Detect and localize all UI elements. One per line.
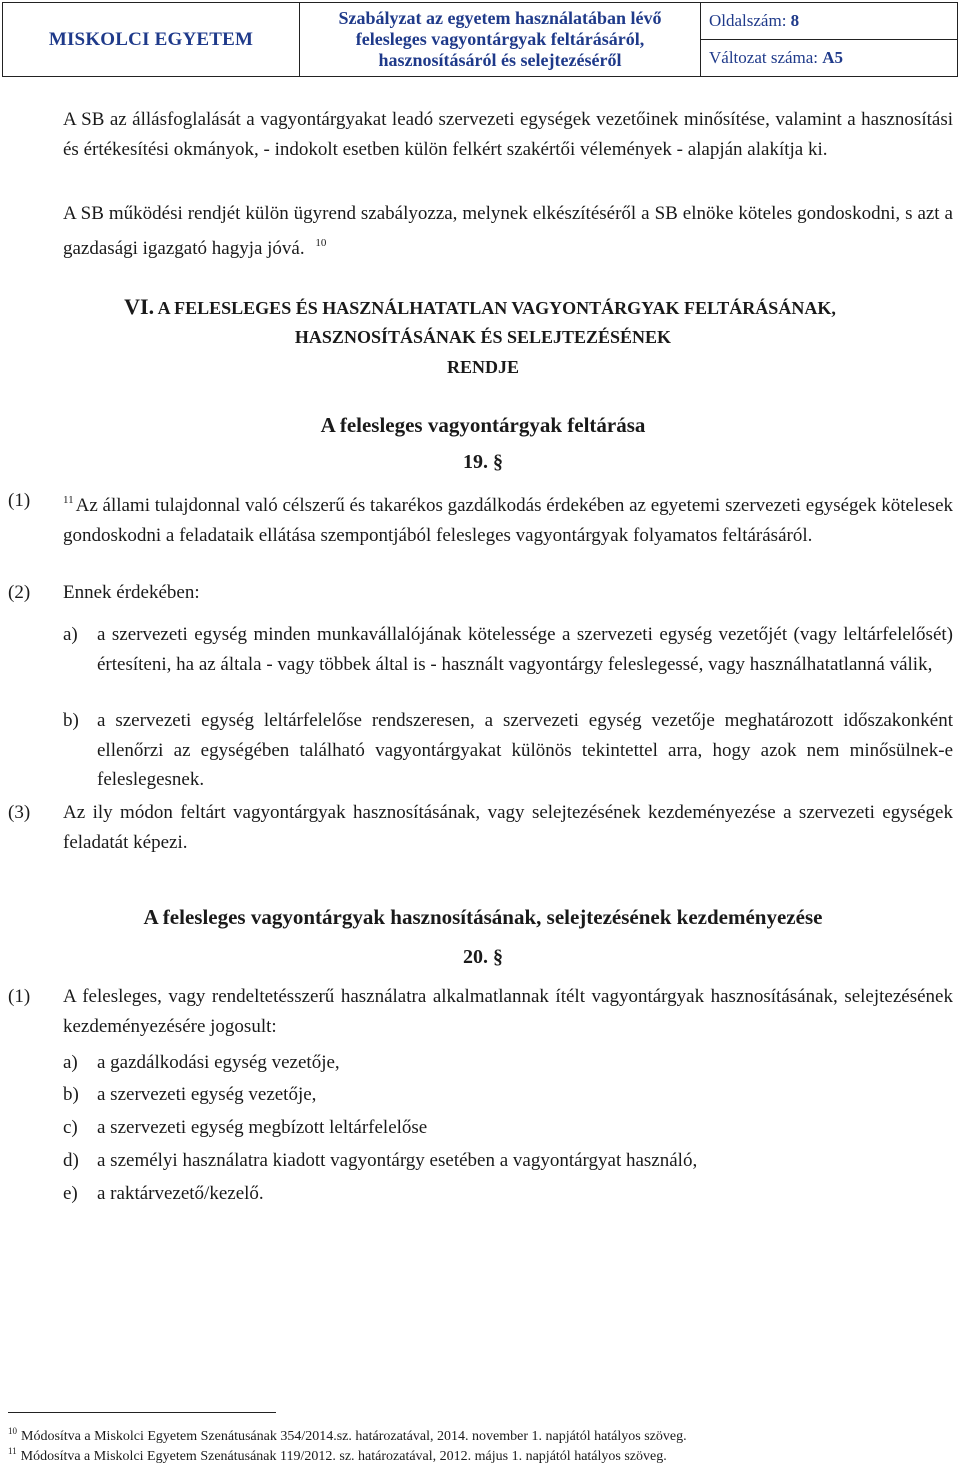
footnote-text: Módosítva a Miskolci Egyetem Szenátusának 354/2014.sz. határozatával, 2014. november 1. napjától hatályos szöveg.: [21, 1429, 687, 1444]
section20-paragraph-1: A felesleges, vagy rendeltetésszerű használatra alkalmatlannak ítélt vagyontárgyak hasznosításának, selejtezésének kezdeményezésére jogosult:: [63, 986, 953, 1037]
regulation-title-line: felesleges vagyontárgyak feltárásáról,: [355, 29, 645, 49]
list-label: c): [63, 1117, 78, 1138]
document-header: [2, 2, 958, 77]
list-label: b): [63, 710, 79, 731]
regulation-title-line: hasznosításáról és selejtezéséről: [378, 50, 622, 70]
footnote-text: Módosítva a Miskolci Egyetem Szenátusának 119/2012. sz. határozatával, 2012. május 1. napjától hatályos szöveg.: [20, 1449, 667, 1464]
section19-paragraph-2: Ennek érdekében:: [63, 582, 200, 603]
footnote-number: 11: [8, 1446, 17, 1456]
section-number: 19. §: [463, 451, 503, 473]
list-label: a): [63, 1052, 78, 1073]
footnote: [8, 1423, 687, 1445]
section19-paragraph-3: Az ily módon feltárt vagyontárgyak hasznosításának, vagy selejtezésének kezdeményezése a szervezeti egységek feladatát képezi.: [63, 802, 953, 853]
page-number: 8: [790, 11, 800, 30]
list-label: a): [63, 624, 78, 645]
section-heading: A felesleges vagyontárgyak hasznosításának, selejtezésének kezdeményezése: [143, 905, 823, 929]
intro-paragraph-2-text: A SB működési rendjét külön ügyrend szabályozza, melynek elkészítéséről a SB elnöke köteles gondoskodni, s azt a gazdasági igazgató hagyja jóvá.: [63, 203, 953, 259]
list-label: d): [63, 1150, 79, 1171]
paragraph-number: (3): [8, 802, 31, 823]
organization-name: MISKOLCI EGYETEM: [3, 3, 300, 77]
paragraph-number: (1): [8, 986, 31, 1007]
version-label: Változat száma:: [709, 48, 819, 67]
chapter-title-line-1: A FELESLEGES ÉS HASZNÁLHATATLAN VAGYONTÁRGYAK FELTÁRÁSÁNAK,: [157, 298, 836, 318]
section-number: 20. §: [463, 946, 503, 968]
chapter-title: [0, 292, 960, 323]
list-item: a szervezeti egység minden munkavállalójának kötelessége a szervezeti egység vezetőjét (vagy leltárfelelősét) értesíteni, ha az általa - vagy többek által is - használt vagyontárgy feleslegessé, vagy használhatatlanná válik,: [97, 624, 953, 675]
version-number: A5: [822, 48, 844, 67]
list-item: a raktárvezető/kezelő.: [97, 1183, 264, 1204]
section19-paragraph-1: [63, 486, 953, 550]
footnote: [8, 1443, 667, 1465]
intro-paragraph-1: A SB az állásfoglalását a vagyontárgyakat leadó szervezeti egységek vezetőinek minősítése, valamint a hasznosítási és értékesítési okmányok, - indokolt esetben külön felkért szakértői vélemények - alapján alakítja ki.: [63, 109, 953, 160]
footnote-number: 10: [8, 1426, 17, 1436]
regulation-title-line: Szabályzat az egyetem használatában lévő: [338, 8, 662, 28]
footnote-separator: [8, 1412, 276, 1413]
footnote-ref: 10: [315, 236, 327, 249]
list-item: a szervezeti egység megbízott leltárfelelőse: [97, 1117, 428, 1138]
list-label: b): [63, 1084, 79, 1105]
regulation-title: [300, 3, 701, 77]
section-heading: A felesleges vagyontárgyak feltárása: [320, 413, 646, 437]
paragraph-number: (2): [8, 582, 31, 603]
chapter-title-line-3: RENDJE: [446, 357, 519, 377]
list-item: a szervezeti egység vezetője,: [97, 1084, 317, 1105]
footnote-ref: 11: [63, 494, 74, 506]
chapter-number: VI.: [124, 294, 155, 319]
chapter-title-line-2: HASZNOSÍTÁSÁNAK ÉS SELEJTEZÉSÉNEK: [294, 327, 672, 347]
version-cell: [701, 40, 958, 77]
list-item: a gazdálkodási egység vezetője,: [97, 1052, 340, 1073]
intro-paragraph-2: [63, 199, 953, 263]
section19-paragraph-1-text: Az állami tulajdonnal való célszerű és takarékos gazdálkodás érdekében az egyetemi szervezeti egységek kötelesek gondoskodni a feladataik ellátása szempontjából felesleges vagyontárgyak folyamatos feltárásáról.: [63, 495, 953, 546]
paragraph-number: (1): [8, 490, 31, 511]
page-number-label: Oldalszám:: [709, 11, 787, 30]
page-number-cell: [701, 3, 958, 40]
list-item: a szervezeti egység leltárfelelőse rendszeresen, a szervezeti egység vezetője meghatározott időszakonként ellenőrzi az egységében található vagyontárgyakat különös tekintettel arra, hogy azok nem minősülnek-e feleslegesnek.: [97, 710, 953, 790]
list-label: e): [63, 1183, 78, 1204]
list-item: a személyi használatra kiadott vagyontárgy esetében a vagyontárgyat használó,: [97, 1150, 698, 1171]
